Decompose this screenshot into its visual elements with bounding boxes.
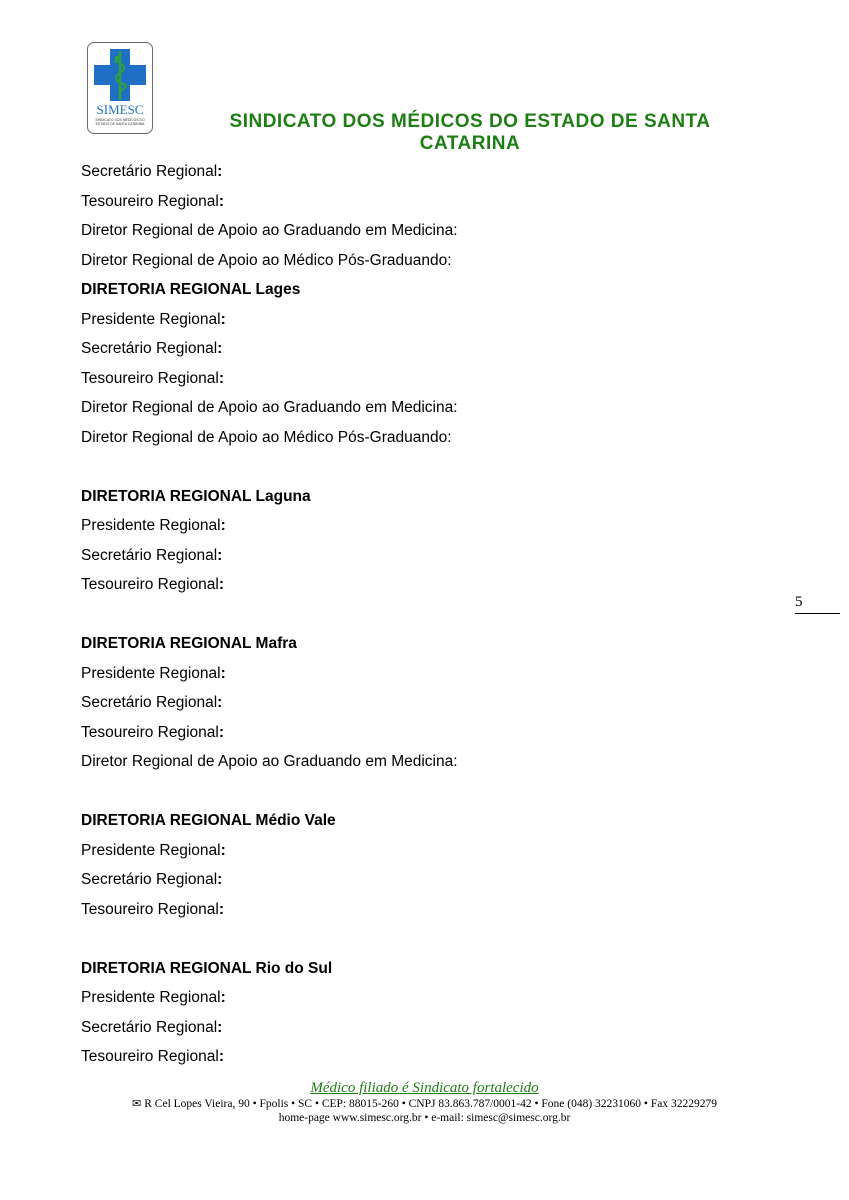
role-colon: : <box>218 576 225 593</box>
role-colon: : <box>217 163 223 180</box>
role-label: Tesoureiro Regional <box>81 723 219 741</box>
role-colon: : <box>220 841 226 859</box>
role-line <box>81 305 721 335</box>
role-label: Secretário Regional <box>81 1018 218 1036</box>
document-body <box>81 157 721 1072</box>
svg-text:SIMESC: SIMESC <box>96 102 144 117</box>
role-label: Presidente Regional <box>81 310 221 328</box>
organization-title-line-2: CATARINA <box>419 133 521 154</box>
role-colon: : <box>220 310 226 328</box>
footer-contact: home-page www.simesc.org.br • e-mail: simesc@simesc.org.br <box>278 1112 571 1124</box>
role-line: Diretor Regional de Apoio ao Graduando em Medicina: <box>81 399 458 416</box>
footer-slogan: Médico filiado é Sindicato fortalecido <box>310 1080 539 1096</box>
role-line: Diretor Regional de Apoio ao Graduando em Medicina: <box>81 753 458 770</box>
role-line <box>81 334 721 364</box>
role-line <box>81 1013 721 1043</box>
role-line <box>81 541 721 571</box>
role-colon: : <box>218 1048 225 1065</box>
blank-line <box>81 777 721 807</box>
svg-text:ESTADO DE SANTA CATARINA: ESTADO DE SANTA CATARINA <box>95 122 145 126</box>
section-heading: DIRETORIA REGIONAL Lages <box>81 281 301 298</box>
blank-line <box>81 452 721 482</box>
svg-text:SINDICATO DOS MÉDICOS DO: SINDICATO DOS MÉDICOS DO <box>95 118 145 122</box>
role-label: Secretário Regional <box>81 546 218 564</box>
role-line: Diretor Regional de Apoio ao Médico Pós-Graduando: <box>81 428 452 446</box>
organization-title <box>190 111 750 155</box>
medical-cross-icon <box>88 43 152 133</box>
role-colon: : <box>217 694 223 711</box>
role-label: Presidente Regional <box>81 841 221 859</box>
role-label: Secretário Regional <box>81 340 218 357</box>
page-footer <box>0 1079 849 1125</box>
role-colon: : <box>218 369 225 387</box>
role-label: Tesoureiro Regional <box>81 369 219 387</box>
role-colon: : <box>218 900 225 918</box>
role-line <box>81 895 721 925</box>
role-colon: : <box>217 340 223 357</box>
footer-address-text: R Cel Lopes Vieira, 90 • Fpolis • SC • CEP: 88015-260 • CNPJ 83.863.787/0001-42 • Fone (048) 32231060 • Fax 32229279 <box>144 1098 717 1110</box>
role-line <box>81 187 721 217</box>
role-colon: : <box>217 546 223 564</box>
role-label: Tesoureiro Regional <box>81 576 219 593</box>
section-heading: DIRETORIA REGIONAL Mafra <box>81 635 297 652</box>
role-colon: : <box>220 517 226 534</box>
envelope-icon: ✉ <box>132 1098 142 1110</box>
role-colon: : <box>217 1018 223 1036</box>
role-colon: : <box>218 192 225 210</box>
role-colon: : <box>217 871 223 888</box>
organization-title-line-1: SINDICATO DOS MÉDICOS DO ESTADO DE SANTA <box>229 111 711 132</box>
role-line <box>81 157 721 187</box>
role-label: Secretário Regional <box>81 694 218 711</box>
section-heading: DIRETORIA REGIONAL Laguna <box>81 487 311 505</box>
role-line: Diretor Regional de Apoio ao Médico Pós-Graduando: <box>81 251 452 269</box>
role-line <box>81 983 721 1013</box>
role-line <box>81 688 721 718</box>
blank-line <box>81 924 721 954</box>
role-line <box>81 718 721 748</box>
role-label: Tesoureiro Regional <box>81 1048 219 1065</box>
footer-address <box>0 1097 849 1111</box>
role-line: Diretor Regional de Apoio ao Graduando em Medicina: <box>81 222 458 239</box>
role-line <box>81 511 721 541</box>
role-colon: : <box>220 664 226 682</box>
page-number: 5 <box>795 594 840 614</box>
role-line <box>81 836 721 866</box>
section-heading: DIRETORIA REGIONAL Rio do Sul <box>81 959 333 977</box>
role-line <box>81 364 721 394</box>
section-heading: DIRETORIA REGIONAL Médio Vale <box>81 812 336 829</box>
role-line <box>81 865 721 895</box>
role-label: Presidente Regional <box>81 517 221 534</box>
role-label: Secretário Regional <box>81 871 218 888</box>
simesc-logo <box>87 42 153 134</box>
blank-line <box>81 600 721 630</box>
role-line <box>81 570 721 600</box>
role-line <box>81 1042 721 1072</box>
role-colon: : <box>218 723 225 741</box>
role-label: Secretário Regional <box>81 163 218 180</box>
role-line <box>81 659 721 689</box>
role-colon: : <box>220 989 226 1006</box>
role-label: Presidente Regional <box>81 664 221 682</box>
role-label: Tesoureiro Regional <box>81 900 219 918</box>
role-label: Presidente Regional <box>81 989 221 1006</box>
role-label: Tesoureiro Regional <box>81 192 219 210</box>
